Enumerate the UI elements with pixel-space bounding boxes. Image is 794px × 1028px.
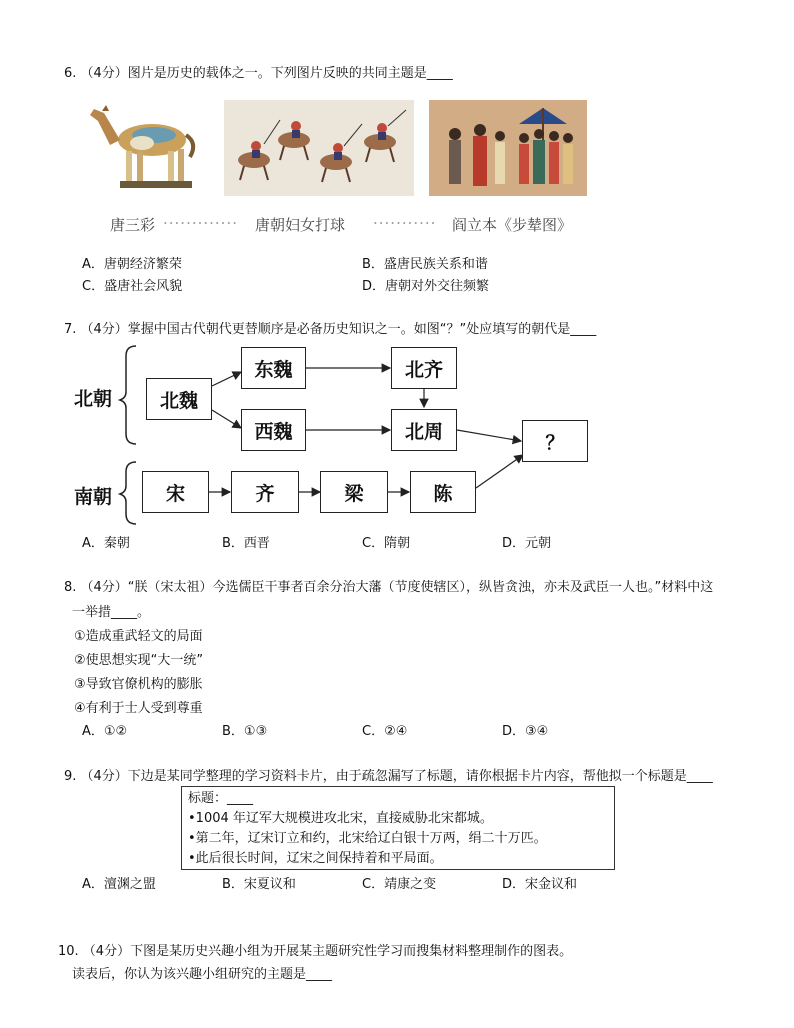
box-unknown-dynasty: ？ [522, 420, 588, 462]
q7-option-b[interactable]: B．西晋 [222, 536, 270, 551]
q9-option-b[interactable]: B．宋夏议和 [222, 877, 296, 892]
box-beizhou: 北周 [391, 409, 457, 451]
q8-option-a[interactable]: A．①② [82, 724, 128, 739]
box-beiwei: 北魏 [146, 378, 212, 420]
q6-option-d[interactable]: D．唐朝对外交往频繁 [362, 279, 490, 294]
caption-dots: ············· [163, 214, 238, 232]
q10-stem-line2: 读表后，你认为该兴趣小组研究的主题是____ [72, 967, 333, 982]
q6-option-b[interactable]: B．盛唐民族关系和谐 [362, 257, 488, 272]
q9-option-d[interactable]: D．宋金议和 [502, 877, 578, 892]
box-chen: 陈 [410, 471, 476, 513]
study-card-line: •此后很长时间，辽宋之间保持着和平局面。 [188, 851, 443, 866]
q6-option-c[interactable]: C．盛唐社会风貌 [82, 279, 183, 294]
caption-polo: 唐朝妇女打球 [255, 216, 346, 234]
box-beiqi: 北齐 [391, 347, 457, 389]
q8-item-4: ④有利于士人受到尊重 [74, 701, 203, 716]
q9-option-c[interactable]: C．靖康之变 [362, 877, 437, 892]
box-song: 宋 [142, 471, 209, 513]
caption-tang-sancai: 唐三彩 [110, 216, 156, 234]
box-dongwei: 东魏 [241, 347, 306, 389]
q8-item-3: ③导致官僚机构的膨胀 [74, 677, 203, 692]
q9-option-a[interactable]: A．澶渊之盟 [82, 877, 156, 892]
box-qi: 齐 [231, 471, 299, 513]
q8-option-b[interactable]: B．①③ [222, 724, 268, 739]
box-xiwei: 西魏 [241, 409, 306, 451]
study-card-title: 标题：____ [188, 791, 254, 806]
q7-option-a[interactable]: A．秦朝 [82, 536, 130, 551]
study-card-line: •1004 年辽军大规模进攻北宋，直接威胁北宋都城。 [188, 811, 493, 826]
caption-dots: ··········· [373, 214, 437, 232]
caption-bunian: 阎立本《步辇图》 [452, 216, 573, 234]
q8-stem-line1: 8. （4分）“朕（宋太祖）今选儒臣干事者百余分治大藩（节度使辖区），纵皆贪浊，亦未及武臣一人也。”材料中这 [64, 580, 714, 595]
q7-stem: 7. （4分）掌握中国古代朝代更替顺序是必备历史知识之一。如图“？”处应填写的朝代是____ [64, 322, 597, 337]
q7-option-c[interactable]: C．隋朝 [362, 536, 411, 551]
north-dynasties-label: 北朝 [74, 388, 113, 410]
q6-stem: 6. （4分）图片是历史的载体之一。下列图片反映的共同主题是____ [64, 66, 453, 81]
q9-stem: 9. （4分）下边是某同学整理的学习资料卡片，由于疏忽漏写了标题，请你根据卡片内容，帮他拟一个标题是____ [64, 769, 713, 784]
box-liang: 梁 [320, 471, 388, 513]
south-dynasties-label: 南朝 [74, 486, 113, 508]
q8-item-1: ①造成重武轻文的局面 [74, 629, 203, 644]
q7-option-d[interactable]: D．元朝 [502, 536, 552, 551]
q10-stem-line1: 10. （4分）下图是某历史兴趣小组为开展某主题研究性学习而搜集材料整理制作的图表。 [58, 944, 573, 959]
q6-option-a[interactable]: A．唐朝经济繁荣 [82, 257, 182, 272]
study-card-line: •第二年，辽宋订立和约，北宋给辽白银十万两，绢二十万匹。 [188, 831, 547, 846]
q8-item-2: ②使思想实现“大一统” [74, 653, 204, 668]
q8-option-c[interactable]: C．②④ [362, 724, 408, 739]
study-card [181, 786, 615, 870]
q8-option-d[interactable]: D．③④ [502, 724, 549, 739]
q8-stem-line2: 一举措____。 [72, 605, 151, 620]
